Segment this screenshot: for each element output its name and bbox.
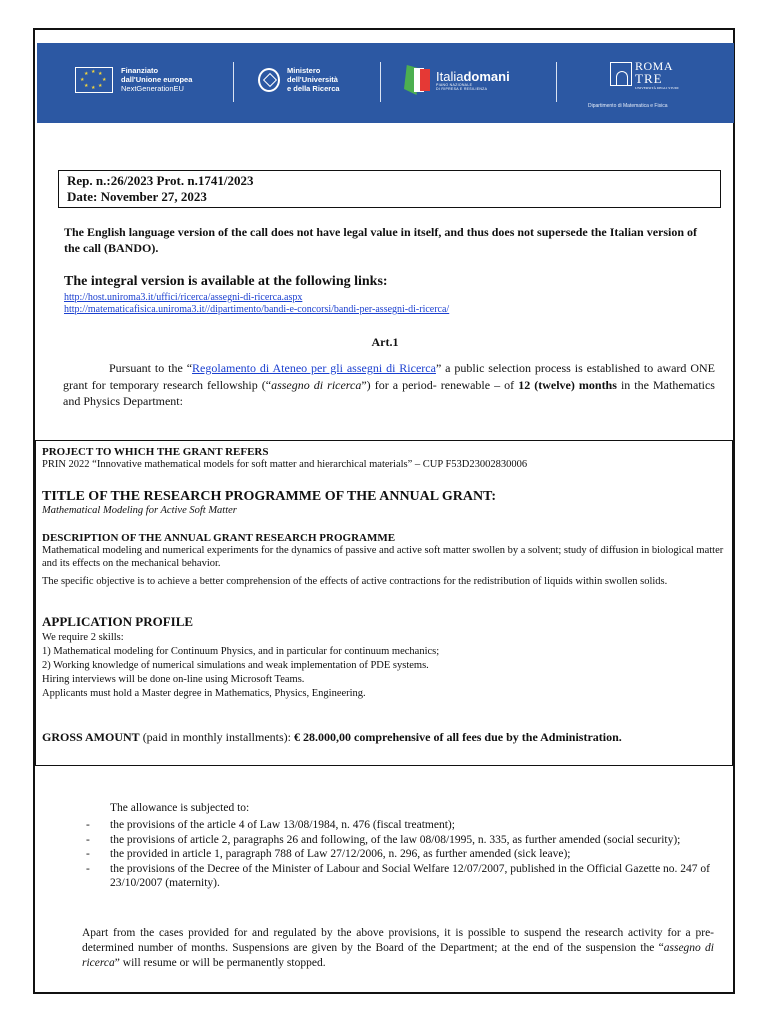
article-text-a: Pursuant to the “ [109, 361, 193, 375]
italiadomani-sub-2: DI RIPRESA E RESILIENZA [436, 86, 488, 91]
gross-amount-note: (paid in monthly installments): [139, 730, 295, 744]
project-refers-text: PRIN 2022 “Innovative mathematical models for soft matter and hierarchical materials” – CUP F53D23002830006 [42, 459, 528, 470]
department-label: Dipartimento di Matematica e Fisica [588, 103, 668, 109]
article-text-b: ” a public selection process is established to award ONE grant for temporary research fellowship (“ [63, 361, 715, 392]
article-duration: 12 (twelve) months [518, 377, 617, 392]
article-text-italic: assegno di ricerca [271, 377, 362, 392]
roma-tre-arch-icon [610, 62, 632, 86]
list-item: - the provisions of the article 4 of Law 13/08/1984, n. 476 (fiscal treatment); [86, 819, 455, 831]
roma-tre-name: ROMA [635, 59, 674, 73]
ministry-label-1: Ministero [287, 66, 321, 75]
ministry-label-3: e della Ricerca [287, 84, 340, 93]
italiadomani-logo [404, 65, 510, 95]
roma-tre-uni: UNIVERSITÀ DEGLI STUDI [635, 86, 679, 90]
italiadomani-sub-1: PIANO NAZIONALE [436, 82, 473, 87]
protocol-number: Rep. n.:26/2023 Prot. n.1741/2023 [67, 173, 254, 188]
article-paragraph [63, 360, 715, 410]
application-profile-line: We require 2 skills: [42, 632, 124, 643]
list-item: - the provisions of article 2, paragraphs 26 and following, of the law 08/08/1995, n. 335, as further amended (social security); [86, 833, 681, 846]
ministry-label-2: dell'Università [287, 75, 338, 84]
links-list [64, 292, 449, 316]
links-heading: The integral version is available at the following links: [64, 274, 388, 289]
italiadomani-title-b: domani [463, 68, 510, 84]
programme-description-heading: DESCRIPTION OF THE ANNUAL GRANT RESEARCH PROGRAMME [42, 532, 396, 544]
header-divider [233, 62, 234, 102]
ministry-logo [258, 66, 340, 93]
application-profile-line: Hiring interviews will be done on-line using Microsoft Teams. [42, 674, 305, 685]
roma-tre-tre: TRE [635, 71, 663, 86]
application-profile-line: Applicants must hold a Master degree in Mathematics, Physics, Engineering. [42, 688, 366, 699]
eu-label-3: NextGenerationEU [121, 84, 184, 93]
article-text-d: in the Mathematics and Physics Department: [63, 377, 715, 408]
integral-version-link-1[interactable]: http://host.uniroma3.it/uffici/ricerca/assegni-di-ricerca.aspx [64, 292, 303, 303]
integral-version-link-2[interactable]: http://matematicafisica.uniroma3.it//dipartimento/bandi-e-concorsi/bandi-per-assegni-di-ricerca/ [64, 304, 450, 315]
eu-label-1: Finanziato [121, 66, 159, 75]
programme-description-text-1: Mathematical modeling and numerical experiments for the dynamics of passive and active soft matter swollen by a solvent; study of diffusion in biological matter and its effects on the mechanical behavior. [42, 545, 724, 569]
header-divider [380, 62, 381, 102]
list-item: - the provided in article 1, paragraph 788 of Law 27/12/2006, n. 296, as further amended (sick leave); [86, 848, 571, 860]
allowance-intro: The allowance is subjected to: [110, 802, 250, 814]
allowance-list [86, 818, 716, 891]
article-title: Art.1 [371, 335, 399, 349]
application-profile-heading: APPLICATION PROFILE [42, 614, 194, 629]
protocol-box [58, 170, 721, 208]
eu-flag-icon: ★ ★ ★ ★ ★ ★ ★ ★ [75, 67, 113, 93]
eu-logo [75, 66, 192, 93]
republic-emblem-icon [258, 68, 280, 92]
protocol-date: Date: November 27, 2023 [67, 189, 207, 204]
italiadomani-title-a: Italia [436, 68, 464, 84]
eu-label-2: dall'Unione europea [121, 75, 193, 84]
project-refers-heading: PROJECT TO WHICH THE GRANT REFERS [42, 446, 269, 458]
gross-amount-value: € 28.000,00 comprehensive of all fees due by the Administration. [294, 730, 622, 744]
application-profile-line: 1) Mathematical modeling for Continuum Physics, and in particular for continuum mechanics; [42, 646, 440, 657]
suspension-paragraph: Apart from the cases provided for and regulated by the above provisions, it is possible to suspend the research activity for a pre-determined number of months. Suspensions are given by the Board of the Department; at the end of the suspension the “assegno di ricerca” will resume or will be permanently stopped. [82, 927, 715, 969]
article-text-c: ”) for a period- renewable – of [361, 377, 519, 392]
programme-description-text-2: The specific objective is to achieve a better comprehension of the effects of active contractions for the redistribution of liquids within swollen solids. [42, 576, 668, 587]
gross-amount-label: GROSS AMOUNT [42, 730, 140, 744]
disclaimer-text: The English language version of the call does not have legal value in itself, and thus does not supersede the Italian version of the call (BANDO). [64, 225, 698, 255]
list-item: - the provisions of the Decree of the Minister of Labour and Social Welfare 12/07/2007, published in the Official Gazette no. 247 of 23/10/2007 (maternity). [86, 862, 710, 889]
header-divider [556, 62, 557, 102]
regolamento-link[interactable]: Regolamento di Ateneo per gli assegni di Ricerca [192, 361, 436, 375]
italiadomani-mark-icon [404, 65, 430, 95]
programme-title-heading: TITLE OF THE RESEARCH PROGRAMME OF THE ANNUAL GRANT: [42, 489, 497, 504]
gross-amount [42, 731, 727, 744]
application-profile-line: 2) Working knowledge of numerical simulations and weak implementation of PDE systems. [42, 660, 429, 671]
programme-title-text: Mathematical Modeling for Active Soft Matter [42, 505, 237, 516]
